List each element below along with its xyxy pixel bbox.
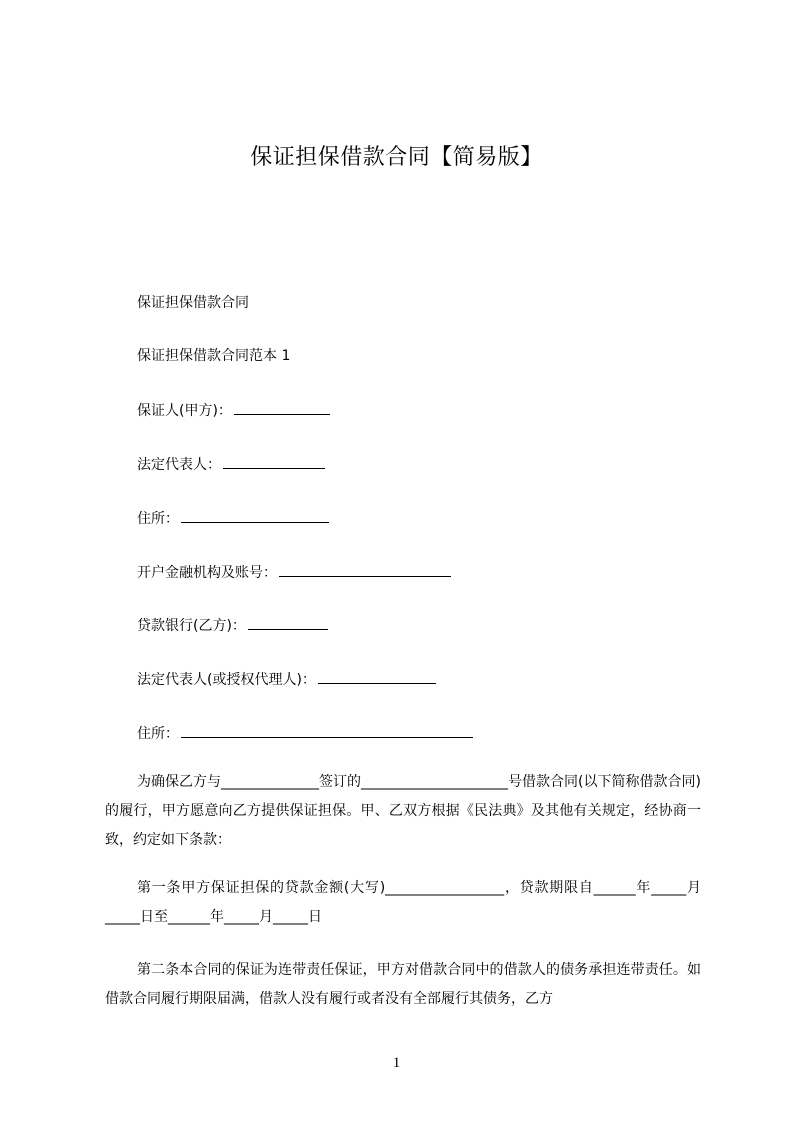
- field-label: 法定代表人：: [137, 457, 221, 473]
- intro-paragraph: 为确保乙方与______________签订的_____________________号借款合同(以下简称借款合同)的履行，甲方愿意向乙方提供保证担保。甲、乙双方根据《民法典》及其他有关规定，经协商一致，约定如下条款：: [105, 774, 701, 848]
- field-label: 保证人(甲方)：: [137, 403, 232, 419]
- document-title: 保证担保借款合同【简易版】: [250, 145, 543, 170]
- field-address: [137, 508, 329, 528]
- fill-blank: [223, 455, 325, 469]
- fill-blank: [234, 401, 330, 415]
- field-label: 法定代表人(或授权代理人)：: [137, 672, 316, 688]
- field-lender-rep: [137, 669, 436, 689]
- article-2-paragraph: 第二条本合同的保证为连带责任保证，甲方对借款合同中的借款人的债务承担连带责任。如借款合同履行期限届满，借款人没有履行或者没有全部履行其债务，乙方: [105, 962, 701, 1007]
- page-number: 1: [392, 1055, 401, 1071]
- fill-blank: [279, 563, 451, 577]
- fill-blank: [181, 509, 329, 523]
- field-legal-rep: [137, 454, 325, 474]
- contract-heading: 保证担保借款合同: [137, 295, 249, 311]
- contract-sample-label: 保证担保借款合同范本 1: [137, 348, 291, 364]
- field-label: 开户金融机构及账号：: [137, 565, 277, 581]
- fill-blank: [181, 724, 473, 738]
- field-label: 贷款银行(乙方)：: [137, 618, 246, 634]
- fill-blank: [248, 616, 328, 630]
- fill-blank: [318, 670, 436, 684]
- field-label: 住所：: [137, 511, 179, 527]
- field-label: 住所：: [137, 726, 179, 742]
- field-guarantor: [137, 400, 330, 420]
- field-bank-account: [137, 562, 451, 582]
- article-1-paragraph: 第一条甲方保证担保的贷款金额(大写)_________________，贷款期限自______年_____月_____日至______年_____月_____日: [105, 880, 701, 925]
- field-lender: [137, 615, 328, 635]
- field-lender-address: [137, 723, 473, 743]
